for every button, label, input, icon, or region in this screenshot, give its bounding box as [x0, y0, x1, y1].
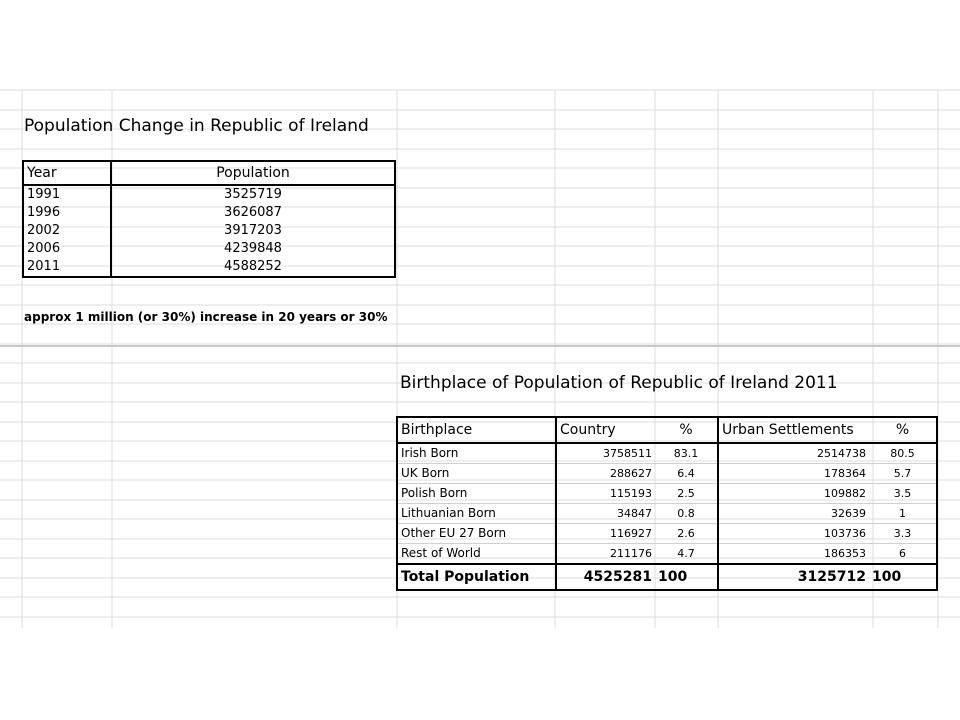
table-row: [397, 484, 937, 504]
table-row: [23, 222, 395, 240]
cell-urban-percent[interactable]: 5.7: [869, 464, 937, 484]
table-header-row: [23, 161, 395, 185]
cell-birthplace[interactable]: Irish Born: [397, 443, 556, 464]
cell-year[interactable]: 2002: [23, 222, 111, 240]
cell-population[interactable]: 3626087: [224, 205, 282, 220]
total-label[interactable]: Total Population: [397, 564, 556, 590]
cell-year[interactable]: 2011: [23, 258, 111, 277]
cell-urban-percent[interactable]: 3.3: [869, 524, 937, 544]
total-row: [397, 564, 937, 590]
cell-year[interactable]: 1996: [23, 204, 111, 222]
table2-title: Birthplace of Population of Republic of Ireland 2011: [400, 373, 838, 393]
cell-country[interactable]: 3758511: [556, 443, 655, 464]
table-row: [23, 258, 395, 277]
cell-country[interactable]: 211176: [556, 544, 655, 565]
total-urban[interactable]: 3125712: [718, 564, 869, 590]
birthplace-table: [396, 416, 938, 591]
total-urban-percent[interactable]: 100: [869, 564, 937, 590]
table1-title: Population Change in Republic of Ireland: [24, 116, 369, 136]
table1-note: approx 1 million (or 30%) increase in 20 years or 30%: [24, 310, 388, 324]
cell-urban-percent[interactable]: 1: [869, 504, 937, 524]
cell-country[interactable]: 115193: [556, 484, 655, 504]
cell-country-percent[interactable]: 83.1: [655, 443, 718, 464]
cell-population[interactable]: 3525719: [224, 187, 282, 202]
table-row: [397, 544, 937, 565]
cell-country-percent[interactable]: 2.6: [655, 524, 718, 544]
header-birthplace[interactable]: Birthplace: [397, 417, 556, 443]
header-year[interactable]: Year: [23, 161, 111, 185]
table-row: [397, 504, 937, 524]
cell-urban[interactable]: 109882: [718, 484, 869, 504]
cell-urban-percent[interactable]: 80.5: [869, 443, 937, 464]
table-row: [23, 185, 395, 204]
table-row: [397, 464, 937, 484]
cell-year[interactable]: 1991: [23, 185, 111, 204]
table-row: [23, 240, 395, 258]
cell-urban[interactable]: 2514738: [718, 443, 869, 464]
cell-country-percent[interactable]: 0.8: [655, 504, 718, 524]
header-population[interactable]: Population: [111, 161, 395, 185]
header-urban-percent[interactable]: %: [869, 417, 937, 443]
cell-urban-percent[interactable]: 6: [869, 544, 937, 565]
cell-country-percent[interactable]: 4.7: [655, 544, 718, 565]
cell-urban[interactable]: 186353: [718, 544, 869, 565]
cell-year[interactable]: 2006: [23, 240, 111, 258]
cell-country[interactable]: 34847: [556, 504, 655, 524]
table-row: [397, 524, 937, 544]
table-row: [23, 204, 395, 222]
cell-country-percent[interactable]: 6.4: [655, 464, 718, 484]
cell-birthplace[interactable]: Rest of World: [397, 544, 556, 565]
population-change-table: [22, 160, 396, 278]
header-country-percent[interactable]: %: [655, 417, 718, 443]
header-country[interactable]: Country: [556, 417, 655, 443]
cell-population[interactable]: 4588252: [224, 259, 282, 274]
cell-country-percent[interactable]: 2.5: [655, 484, 718, 504]
cell-birthplace[interactable]: Other EU 27 Born: [397, 524, 556, 544]
total-country[interactable]: 4525281: [556, 564, 655, 590]
cell-country[interactable]: 116927: [556, 524, 655, 544]
cell-country[interactable]: 288627: [556, 464, 655, 484]
cell-population[interactable]: 4239848: [224, 241, 282, 256]
cell-population[interactable]: 3917203: [224, 223, 282, 238]
table-row: [397, 443, 937, 464]
cell-birthplace[interactable]: UK Born: [397, 464, 556, 484]
cell-urban[interactable]: 178364: [718, 464, 869, 484]
cell-birthplace[interactable]: Polish Born: [397, 484, 556, 504]
table-header-row: [397, 417, 937, 443]
cell-urban-percent[interactable]: 3.5: [869, 484, 937, 504]
cell-birthplace[interactable]: Lithuanian Born: [397, 504, 556, 524]
cell-urban[interactable]: 103736: [718, 524, 869, 544]
header-urban-settlements[interactable]: Urban Settlements: [718, 417, 869, 443]
cell-urban[interactable]: 32639: [718, 504, 869, 524]
total-country-percent[interactable]: 100: [655, 564, 718, 590]
